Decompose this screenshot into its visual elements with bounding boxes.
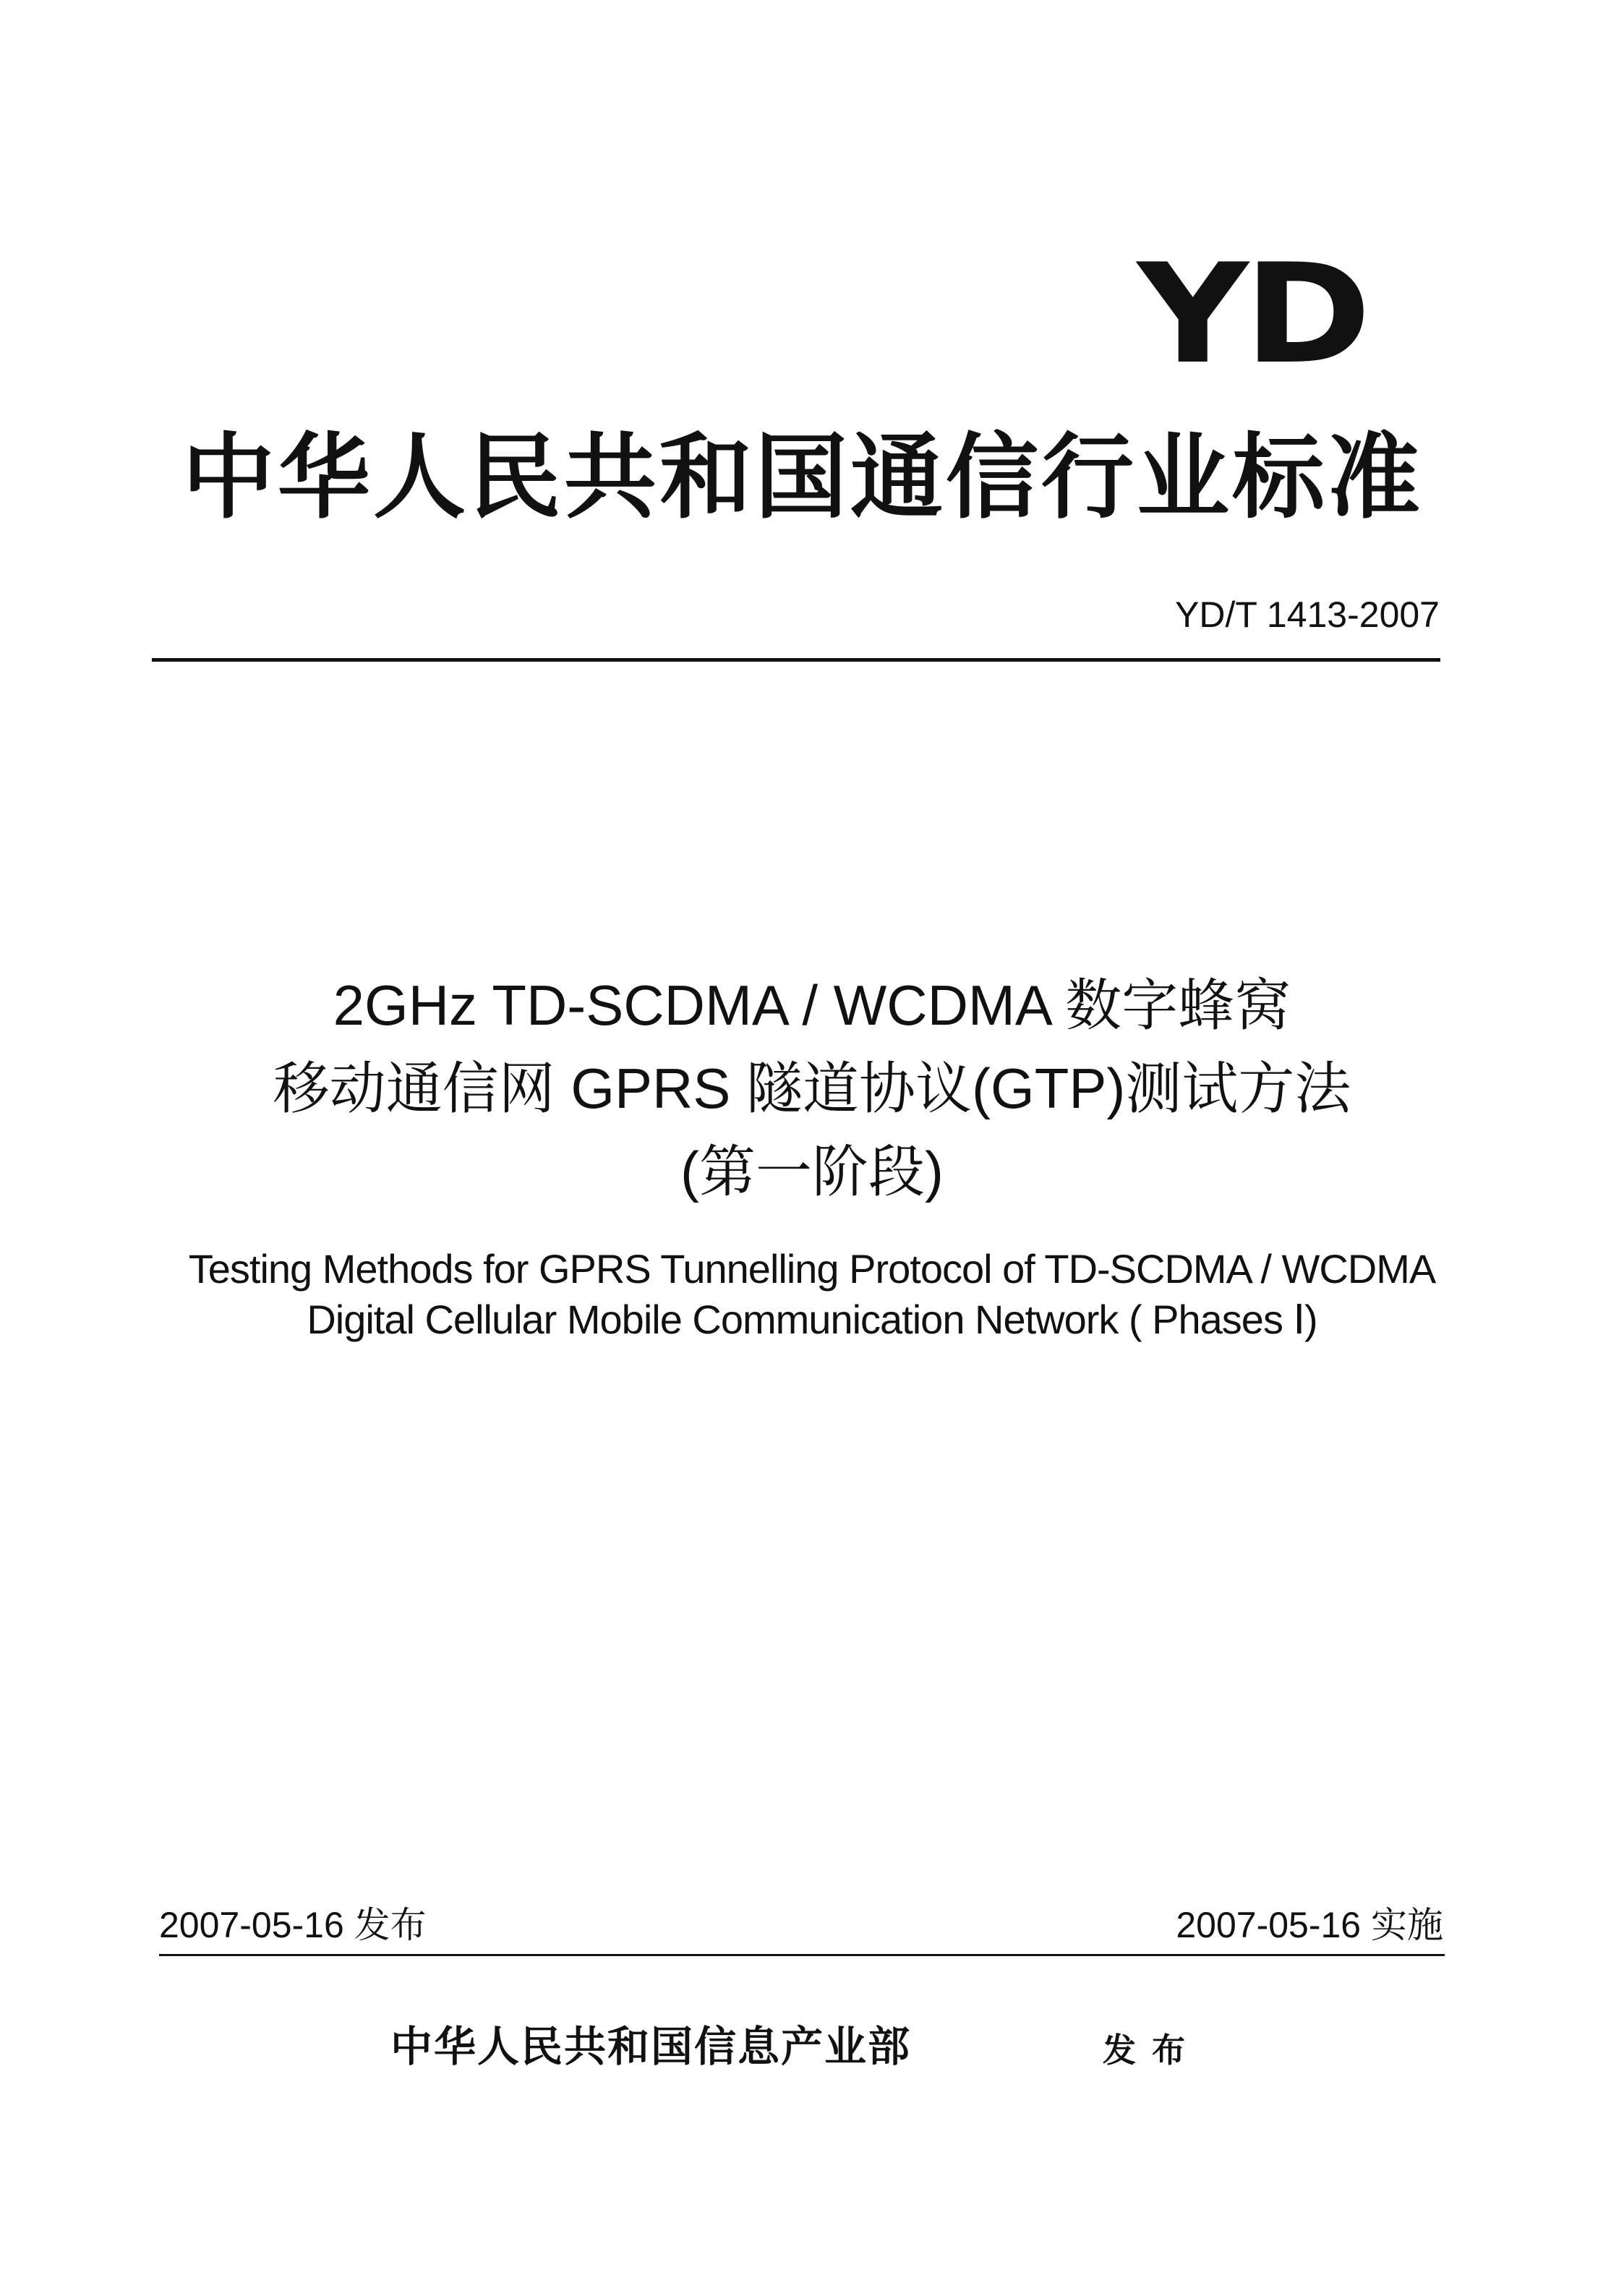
english-title-line-2: Digital Cellular Mobile Communication Network ( Phases Ⅰ) xyxy=(307,1297,1317,1342)
publish-label: 发布 xyxy=(1103,2031,1201,2070)
implementation-date: 2007-05-16 实施 xyxy=(1176,1905,1443,1945)
top-divider xyxy=(152,658,1440,662)
chinese-title-line-3: (第一阶段) xyxy=(680,1140,944,1203)
standard-code: YD/T 1413-2007 xyxy=(1175,594,1440,635)
issue-date: 2007-05-16 发布 xyxy=(159,1905,427,1945)
yd-logo: YD xyxy=(1137,234,1367,394)
chinese-title-line-2: 移动通信网 GPRS 隧道协议(GTP)测试方法 xyxy=(273,1057,1351,1120)
bottom-divider xyxy=(159,1954,1445,1956)
english-title-line-1: Testing Methods for GPRS Tunnelling Protocol of TD-SCDMA / WCDMA xyxy=(188,1246,1436,1292)
standard-name: 中华人民共和国通信行业标准 xyxy=(181,423,1423,532)
publisher-name: 中华人民共和国信息产业部 xyxy=(390,2022,912,2071)
chinese-title-line-1: 2GHz TD-SCDMA / WCDMA 数字蜂窝 xyxy=(333,973,1291,1037)
